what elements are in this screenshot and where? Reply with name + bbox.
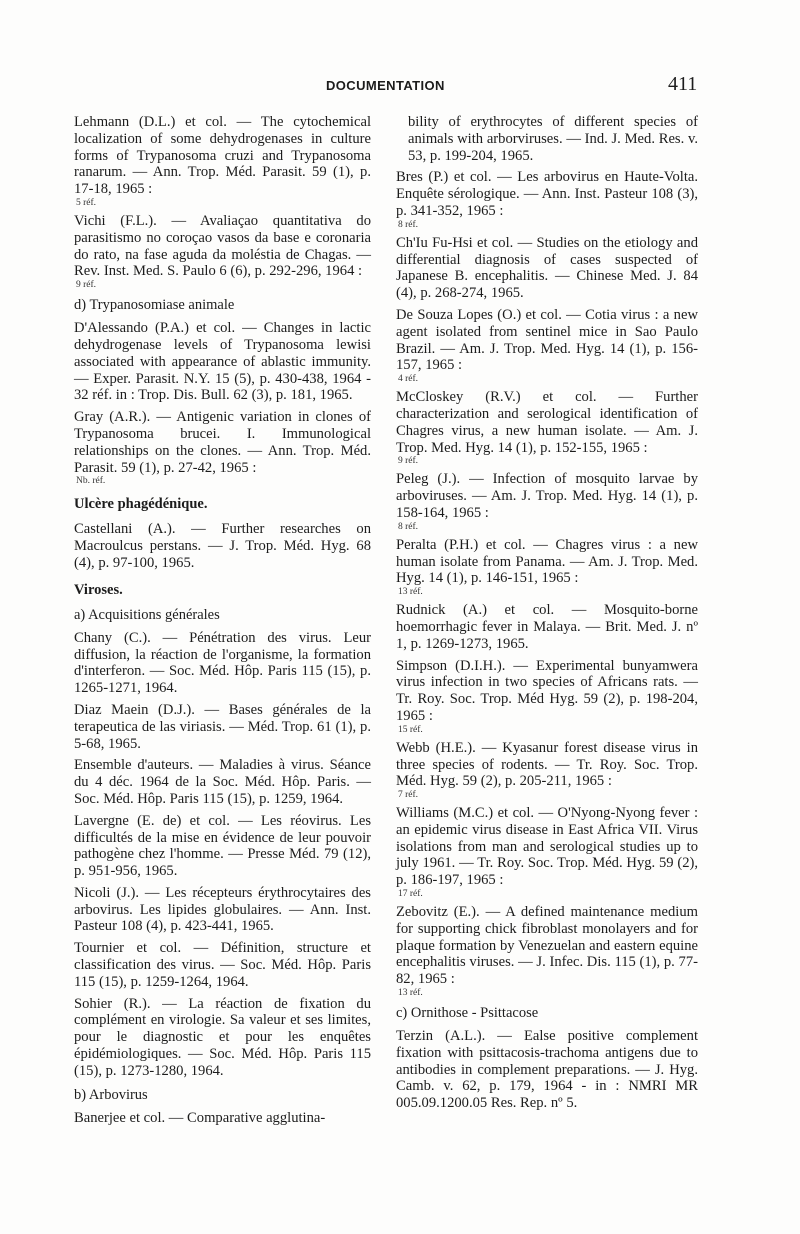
page-number: 411: [668, 73, 698, 95]
entry-text: Sohier (R.). — La réaction de fixation du complément en virologie. Sa valeur et ses limites, pour le diagnostic et pour les enquêtes épidémiologiques. — Soc. Méd. Hôp. Paris 115 (15), p. 1273-1280, 1964.: [74, 995, 371, 1079]
left-column: [74, 114, 371, 1131]
bib-entry: [396, 805, 698, 899]
entry-text: Simpson (D.I.H.). — Experimental bunyamwera virus infection in two species of Africans rats. — Tr. Roy. Soc. Trop. Méd Hyg. 59 (2), p. 198-204, 1965 :: [396, 657, 698, 724]
entry-text: Lehmann (D.L.) et col. — The cytochemical localization of some dehydrogenases in culture forms of Trypanosoma cruzi and Trypanosoma ranarum. — Ann. Trop. Méd. Parasit. 59 (1), p. 17-18, 1965 :: [74, 114, 371, 198]
bib-entry: [396, 307, 698, 384]
subsection-heading: a) Acquisitions générales: [74, 606, 220, 623]
bib-entry: [396, 740, 698, 800]
entry-ref-count: 9 réf.: [76, 280, 97, 291]
entry-ref-count: Nb. réf.: [76, 476, 106, 487]
entry-ref-count: 17 réf.: [398, 889, 423, 900]
bib-entry: [396, 471, 698, 531]
entry-text: Castellani (A.). — Further researches on Macroulcus perstans. — J. Trop. Méd. Hyg. 68 (4), p. 97-100, 1965.: [74, 521, 371, 571]
running-title: DOCUMENTATION: [326, 78, 445, 93]
entry-text: McCloskey (R.V.) et col. — Further characterization and serological identification of Chagres virus, a new human isolate. — Am. J. Trop. Med. Hyg. 14 (1), p. 152-155, 1965 :: [396, 389, 698, 456]
entry-text: Tournier et col. — Définition, structure et classification des virus. — Soc. Méd. Hôp. Paris 115 (15), p. 1259-1264, 1964.: [74, 940, 371, 990]
bib-entry: [396, 114, 698, 164]
entry-ref-count: 5 réf.: [76, 197, 97, 208]
section-heading: Viroses.: [74, 581, 123, 598]
section-heading: Ulcère phagédénique.: [74, 496, 208, 513]
entry-text: Peleg (J.). — Infection of mosquito larvae by arboviruses. — Am. J. Trop. Med. Hyg. 14 (1), p. 158-164, 1965 :: [396, 471, 698, 521]
entry-text: Vichi (F.L.). — Avaliaçao quantitativa do parasitismo no coroçao vasos da base e coronaria do rato, na fase aguda da moléstia de Chagas. — Rev. Inst. Med. S. Paulo 6 (6), p. 292-296, 1964 :: [74, 212, 371, 280]
entry-text: Ch'Iu Fu-Hsi et col. — Studies on the etiology and differential diagnosis of cases suspected of Japanese B. encephalitis. — Chinese Med. J. 84 (4), p. 268-274, 1965.: [396, 234, 698, 302]
entry-text: Gray (A.R.). — Antigenic variation in clones of Trypanosoma brucei. I. Immunological relationships on the clones. — Ann. Trop. Méd. Parasit. 59 (1), p. 27-42, 1965 :: [74, 409, 371, 476]
bib-entry: [74, 813, 371, 880]
entry-ref-count: 13 réf.: [398, 587, 423, 598]
bib-entry: [74, 702, 371, 752]
bib-entry: [396, 169, 698, 229]
entry-text: Chany (C.). — Pénétration des virus. Leur diffusion, la réaction de l'organisme, la formation d'interferon. — Soc. Méd. Hôp. Paris 115 (15), p. 1265-1271, 1964.: [74, 629, 371, 697]
bib-entry: [74, 940, 371, 990]
bib-entry: [396, 389, 698, 466]
bib-entry: [396, 235, 698, 302]
entry-ref-count: 8 réf.: [398, 521, 419, 532]
entry-text: Williams (M.C.) et col. — O'Nyong-Nyong fever : an epidemic virus disease in East Africa VII. Virus isolations from man and serological studies up to july 1961. — Tr. Roy. Soc. Trop. Méd. Hyg. 59 (2), p. 186-197, 1965 :: [396, 805, 698, 889]
entry-text: Ensemble d'auteurs. — Maladies à virus. Séance du 4 déc. 1964 de la Soc. Méd. Hôp. Paris. — Soc. Méd. Hôp. Paris 115 (15), p. 1259, 1964.: [74, 757, 371, 807]
section-heading: d) Trypanosomiase animale: [74, 297, 235, 314]
bib-entry: [396, 602, 698, 652]
bib-entry: [74, 114, 371, 208]
entry-ref-count: 7 réf.: [398, 790, 419, 801]
bib-entry: [396, 904, 698, 998]
entry-ref-count: 15 réf.: [398, 724, 423, 735]
entry-text: Webb (H.E.). — Kyasanur forest disease virus in three species of rodents. — Tr. Roy. Soc. Trop. Méd. Hyg. 59 (2), p. 205-211, 1965 :: [396, 739, 698, 790]
entry-text: D'Alessando (P.A.) et col. — Changes in lactic dehydrogenase levels of Trypanosoma lewisi associated with appearance of ablastic immunity. — Exper. Parasit. N.Y. 15 (5), p. 430-438, 1964 - 32 réf. in : Trop. Dis. Bull. 62 (3), p. 181, 1965.: [74, 320, 371, 404]
bib-entry: [74, 630, 371, 697]
entry-text: Peralta (P.H.) et col. — Chagres virus : a new human isolate from Panama. — Am. J. Trop. Med. Hyg. 14 (1), p. 146-151, 1965 :: [396, 536, 698, 587]
bib-entry: [74, 409, 371, 486]
bib-entry: [74, 885, 371, 935]
entry-text: Bres (P.) et col. — Les arbovirus en Haute-Volta. Enquête sérologique. — Ann. Inst. Pasteur 108 (3), p. 341-352, 1965 :: [396, 169, 698, 219]
entry-text: Diaz Maein (D.J.). — Bases générales de la terapeutica de las viriasis. — Méd. Trop. 61 (1), p. 5-68, 1965.: [74, 701, 371, 752]
bib-entry: [396, 1028, 698, 1112]
entry-text: bility of erythrocytes of different species of animals with arborviruses. — Ind. J. Med. Res. v. 53, p. 199-204, 1965.: [408, 114, 698, 164]
entry-ref-count: 13 réf.: [398, 988, 423, 999]
subsection-heading: c) Ornithose - Psittacose: [396, 1005, 539, 1022]
entry-text: Banerjee et col. — Comparative agglutina-: [74, 1109, 326, 1126]
entry-ref-count: 9 réf.: [398, 456, 419, 467]
entry-text: Nicoli (J.). — Les récepteurs érythrocytaires des arbovirus. Les lipides globulaires. — Ann. Inst. Pasteur 108 (4), p. 423-441, 1965.: [74, 884, 371, 935]
entry-ref-count: 8 réf.: [398, 219, 419, 230]
bib-entry: [74, 757, 371, 807]
bib-entry: [396, 658, 698, 735]
bib-entry: [74, 320, 371, 404]
entry-text: Lavergne (E. de) et col. — Les réovirus. Les difficultés de la mise en évidence de leur pouvoir pathogène chez l'homme. — Presse Méd. 79 (12), p. 951-956, 1965.: [74, 812, 371, 880]
entry-text: De Souza Lopes (O.) et col. — Cotia virus : a new agent isolated from sentinel mice in Sao Paulo Brazil. — Am. J. Trop. Med. Hyg. 14 (1), p. 156-157, 1965 :: [396, 306, 698, 374]
bib-entry: [74, 521, 371, 571]
bib-entry: [74, 1110, 371, 1127]
bib-entry: [74, 213, 371, 290]
subsection-heading: b) Arbovirus: [74, 1086, 148, 1103]
page-header: [0, 73, 800, 100]
entry-text: Rudnick (A.) et col. — Mosquito-borne hoemorrhagic fever in Malaya. — Brit. Med. J. nº 1, p. 1269-1273, 1965.: [396, 602, 698, 652]
entry-text: Terzin (A.L.). — Ealse positive complement fixation with psittacosis-trachoma antigens due to antibodies in complement preparations. — J. Hyg. Camb. v. 62, p. 179, 1964 - in : NMRI MR 005.09.1200.05 Res. Rep. nº 5.: [396, 1028, 698, 1112]
entry-text: Zebovitz (E.). — A defined maintenance medium for supporting chick fibroblast monolayers and for plaque formation by Venezuelan and eastern equine encephalitis viruses. — J. Infec. Dis. 115 (1), p. 77-82, 1965 :: [396, 904, 698, 988]
right-column: [396, 114, 698, 1117]
entry-ref-count: 4 réf.: [398, 374, 419, 385]
bib-entry: [396, 537, 698, 597]
bib-entry: [74, 996, 371, 1080]
